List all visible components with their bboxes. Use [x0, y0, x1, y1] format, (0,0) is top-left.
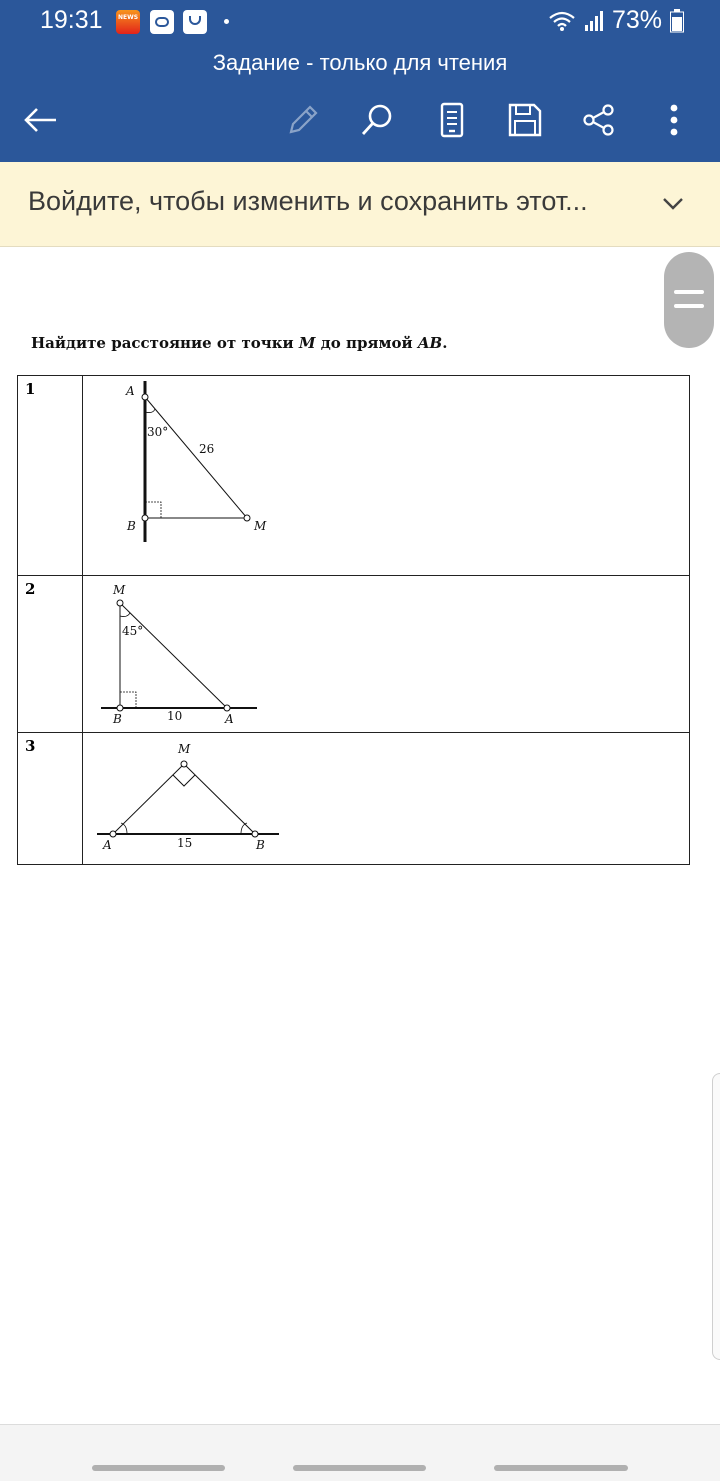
more-options-button[interactable] [654, 100, 694, 140]
label-m: M [178, 742, 191, 756]
status-time: 19:31 [40, 6, 103, 34]
label-a: A [126, 384, 135, 398]
bottom-nav-bar [0, 1424, 720, 1481]
row-number-cell [18, 576, 83, 733]
share-button[interactable] [579, 100, 619, 140]
signal-icon [584, 10, 604, 32]
point-a [110, 831, 116, 837]
status-bar [0, 0, 720, 44]
scroll-handle[interactable] [664, 252, 714, 348]
label-m: M [254, 519, 267, 533]
task-heading-suffix: . [442, 334, 448, 352]
row-number-cell [18, 733, 83, 865]
label-a: A [103, 838, 112, 852]
segment-am [113, 764, 184, 834]
task-heading [31, 334, 447, 352]
table-row [18, 376, 690, 576]
angle-arc [120, 613, 130, 617]
point-a [224, 705, 230, 711]
row-number: 2 [25, 580, 36, 598]
more-notifications-dot [224, 19, 229, 24]
point-m [181, 761, 187, 767]
figure-cell [83, 733, 690, 865]
share-icon [582, 103, 616, 137]
row-number-cell [18, 376, 83, 576]
pencil-icon [286, 103, 320, 137]
edit-button[interactable] [283, 100, 323, 140]
battery-icon [670, 9, 684, 33]
news-notification-icon [116, 10, 140, 34]
edge-panel-handle[interactable] [712, 1073, 720, 1360]
angle-label: 45° [122, 624, 144, 638]
point-b [142, 515, 148, 521]
point-m [117, 600, 123, 606]
more-vert-icon [669, 103, 679, 137]
point-b [252, 831, 258, 837]
angle-label: 30° [147, 425, 169, 439]
back-arrow-icon [22, 105, 58, 135]
length-label: 10 [167, 709, 183, 723]
scroll-handle-line [674, 304, 704, 308]
right-angle-mark [173, 775, 195, 786]
figure-cell [83, 576, 690, 733]
figure-1 [83, 376, 689, 571]
sign-in-banner[interactable] [0, 162, 720, 247]
save-icon [508, 103, 542, 137]
point-b [117, 705, 123, 711]
search-icon [359, 102, 395, 138]
task-heading-middle: до прямой [315, 334, 418, 352]
task-heading-prefix: Найдите расстояние от точки [31, 334, 299, 352]
nav-pill-right[interactable] [494, 1465, 628, 1471]
nav-pill-left[interactable] [92, 1465, 225, 1471]
label-b: B [113, 712, 122, 726]
point-m [244, 515, 250, 521]
wifi-icon [548, 10, 576, 32]
banner-text: Войдите, чтобы изменить и сохранить этот... [28, 186, 588, 216]
status-indicators [548, 6, 684, 35]
save-button[interactable] [505, 100, 545, 140]
table-row [18, 576, 690, 733]
length-label: 26 [199, 442, 215, 456]
reader-mode-button[interactable] [432, 100, 472, 140]
nav-pill-center[interactable] [293, 1465, 426, 1471]
label-m: M [113, 583, 126, 597]
app-notification-icon-2 [183, 10, 207, 34]
task-line-label: AB [417, 334, 443, 352]
task-point-label: M [298, 334, 316, 352]
reader-mode-icon [439, 102, 465, 138]
label-b: B [256, 838, 265, 852]
segment-mb [184, 764, 255, 834]
length-label: 15 [177, 836, 193, 850]
document-title: Задание - только для чтения [212, 50, 508, 75]
app-notification-icon [150, 10, 174, 34]
search-button[interactable] [357, 100, 397, 140]
figure-3 [83, 733, 689, 860]
app-toolbar [0, 44, 720, 162]
label-b: B [127, 519, 136, 533]
row-number: 1 [25, 380, 36, 398]
chevron-down-icon[interactable] [656, 186, 690, 220]
scroll-handle-line [674, 290, 704, 294]
news-badge-text: NEWS [117, 14, 139, 21]
row-number: 3 [25, 737, 36, 755]
label-a: A [225, 712, 234, 726]
point-a [142, 394, 148, 400]
figure-2 [83, 576, 689, 728]
task-table [17, 375, 690, 865]
table-row [18, 733, 690, 865]
back-button[interactable] [20, 100, 60, 140]
segment-am [145, 397, 247, 518]
figure-cell [83, 376, 690, 576]
battery-percent: 73% [611, 6, 662, 34]
